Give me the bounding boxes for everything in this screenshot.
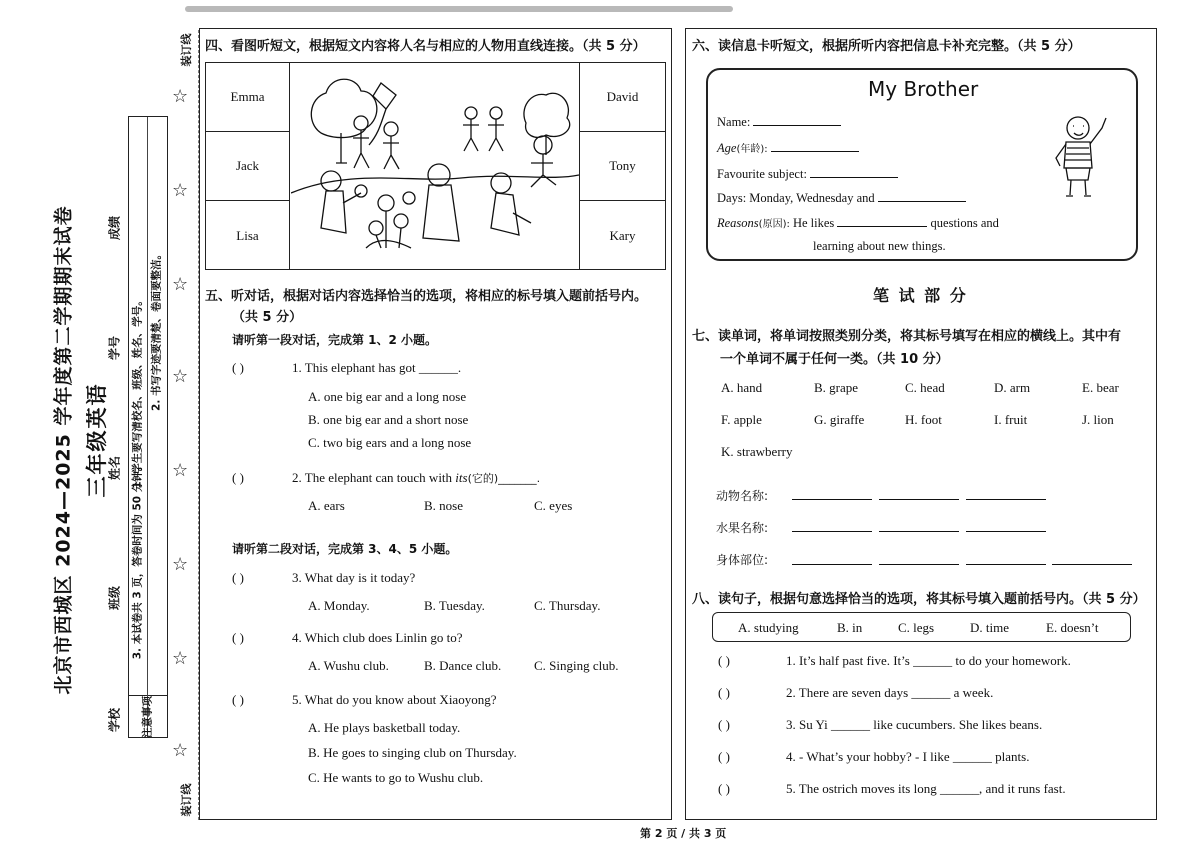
section7-heading-line2: 一个单词不属于任何一类。（共 10 分）	[720, 352, 949, 367]
q2-option-a: A. ears	[308, 498, 345, 513]
category-fruits: 水果名称:	[716, 521, 769, 535]
name-tony: Tony	[580, 132, 665, 201]
written-part-title: 笔 试 部 分	[873, 286, 968, 305]
notes-label: 注意事项	[141, 696, 154, 738]
question-5: 5. What do you know about Xiaoyong?	[292, 692, 497, 707]
s8-question-4: 4. - What’s your hobby? - I like ______ plants.	[786, 749, 1030, 764]
exam-subject-title: 三年级英语	[85, 382, 109, 498]
card-age-label: Age	[717, 141, 737, 155]
binding-label-bottom: 装订线	[180, 783, 193, 817]
q4-option-b: B. Dance club.	[424, 658, 502, 673]
days-blank[interactable]	[878, 190, 966, 202]
star-icon: ☆	[172, 460, 189, 481]
dialog2-instruction: 请听第二段对话，完成第 3、4、5 小题。	[232, 542, 458, 556]
boy-illustration	[1040, 110, 1120, 200]
question-2-tail: (它的)_______.	[467, 472, 541, 485]
body-blank-3[interactable]	[966, 564, 1046, 565]
school-label: 学校	[107, 707, 122, 733]
choice-b: B. in	[837, 620, 863, 635]
q2-option-c: C. eyes	[534, 498, 573, 513]
card-subject-label: Favourite subject:	[717, 167, 807, 181]
card-name-row	[717, 114, 841, 130]
card-reasons-label: Reasons	[717, 216, 759, 230]
answer-paren[interactable]: ( )	[718, 653, 730, 668]
section8-heading: 八、读句子，根据句意选择恰当的选项，将其标号填入题前括号内。（共 5 分）	[692, 592, 1146, 607]
name-blank[interactable]	[753, 114, 841, 126]
fruit-blank-2[interactable]	[879, 531, 959, 532]
answer-paren[interactable]: ( )	[718, 781, 730, 796]
choice-e: E. doesn’t	[1046, 620, 1099, 635]
animal-blank-1[interactable]	[792, 499, 872, 500]
s8-question-5: 5. The ostrich moves its long ______, and it runs fast.	[786, 781, 1066, 796]
word-f: F. apple	[721, 412, 762, 427]
q1-option-a: A. one big ear and a long nose	[308, 389, 467, 404]
card-days-row	[717, 190, 966, 206]
s8-question-2: 2. There are seven days ______ a week.	[786, 685, 994, 700]
matching-table	[205, 62, 666, 270]
question-2-text: 2. The elephant can touch with	[292, 470, 456, 485]
dialog1-instruction: 请听第一段对话，完成第 1、2 小题。	[232, 333, 438, 347]
word-k: K. strawberry	[721, 444, 793, 459]
choice-a: A. studying	[738, 620, 799, 635]
class-label: 班级	[107, 585, 122, 611]
answer-paren[interactable]: ( )	[232, 470, 244, 485]
section7-heading-line1: 七、读单词，将单词按照类别分类，将其标号填写在相应的横线上。其中有	[692, 329, 1122, 344]
subject-blank[interactable]	[810, 166, 898, 178]
word-g: G. giraffe	[814, 412, 865, 427]
scrollbar[interactable]	[185, 6, 733, 12]
age-blank[interactable]	[771, 140, 859, 152]
star-icon: ☆	[172, 648, 189, 669]
park-illustration	[291, 63, 579, 269]
exam-title: 北京市西城区 2024—2025 学年度第二学期期末试卷	[52, 205, 75, 695]
answer-paren[interactable]: ( )	[718, 685, 730, 700]
card-name-label: Name:	[717, 115, 751, 129]
choice-c: C. legs	[898, 620, 935, 635]
word-i: I. fruit	[994, 412, 1028, 427]
s8-question-1: 1. It’s half past five. It’s ______ to do your homework.	[786, 653, 1071, 668]
name-kary: Kary	[609, 227, 636, 243]
question-1: 1. This elephant has got ______.	[292, 360, 462, 375]
card-reasons-text-b: questions and	[930, 216, 999, 230]
card-age-row	[717, 140, 859, 156]
q3-option-b: B. Tuesday.	[424, 598, 485, 613]
score-label: 成绩	[107, 215, 122, 241]
word-e: E. bear	[1082, 380, 1119, 395]
q3-option-a: A. Monday.	[308, 598, 370, 613]
answer-paren[interactable]: ( )	[232, 360, 244, 375]
section5-points: （共 5 分）	[232, 310, 303, 325]
question-2	[292, 470, 540, 486]
body-blank-4[interactable]	[1052, 564, 1132, 565]
note-3: 3. 本试卷共 3 页，答卷时间为 50 分钟。	[131, 460, 144, 660]
question-2-its: its	[455, 470, 468, 485]
body-blank-1[interactable]	[792, 564, 872, 565]
q5-option-a: A. He plays basketball today.	[308, 720, 461, 735]
word-c: C. head	[905, 380, 945, 395]
q1-option-c: C. two big ears and a long nose	[308, 435, 472, 450]
star-icon: ☆	[172, 86, 189, 107]
q4-option-c: C. Singing club.	[534, 658, 619, 673]
fruit-blank-1[interactable]	[792, 531, 872, 532]
card-reasons-row	[717, 215, 999, 231]
word-a: A. hand	[721, 380, 763, 395]
q2-option-b: B. nose	[424, 498, 463, 513]
section4-heading: 四、看图听短文，根据短文内容将人名与相应的人物用直线连接。（共 5 分）	[205, 39, 646, 54]
q5-option-c: C. He wants to go to Wushu club.	[308, 770, 484, 785]
answer-paren[interactable]: ( )	[232, 630, 244, 645]
student-id-label: 学号	[107, 335, 122, 361]
word-j: J. lion	[1082, 412, 1114, 427]
page-footer: 第 2 页 / 共 3 页	[640, 827, 727, 840]
answer-paren[interactable]: ( )	[718, 749, 730, 764]
star-icon: ☆	[172, 180, 189, 201]
section5-heading: 五、听对话，根据对话内容选择恰当的选项，将相应的标号填入题前括号内。	[205, 289, 648, 304]
category-animals: 动物名称:	[716, 489, 769, 503]
fruit-blank-3[interactable]	[966, 531, 1046, 532]
body-blank-2[interactable]	[879, 564, 959, 565]
card-age-cn: (年龄):	[736, 144, 768, 155]
animal-blank-3[interactable]	[966, 499, 1046, 500]
reasons-blank[interactable]	[837, 215, 927, 227]
s8-question-3: 3. Su Yi ______ like cucumbers. She likes beans.	[786, 717, 1043, 732]
animal-blank-2[interactable]	[879, 499, 959, 500]
name-jack: Jack	[206, 132, 289, 201]
question-4: 4. Which club does Linlin go to?	[292, 630, 463, 645]
answer-paren[interactable]: ( )	[718, 717, 730, 732]
star-icon: ☆	[172, 274, 189, 295]
q4-option-a: A. Wushu club.	[308, 658, 389, 673]
note-1: 1. 学生要写清校名、班级、姓名、学号。	[131, 295, 144, 489]
name-lisa: Lisa	[236, 227, 259, 243]
binding-label-top: 装订线	[180, 33, 193, 67]
q3-option-c: C. Thursday.	[534, 598, 601, 613]
word-h: H. foot	[905, 412, 942, 427]
card-reasons-text-a: He likes	[792, 216, 835, 230]
card-days-label: Days: Monday, Wednesday and	[717, 191, 875, 205]
note-2: 2. 书写字迹要清楚、卷面要整洁。	[150, 249, 163, 411]
star-icon: ☆	[172, 366, 189, 387]
answer-paren[interactable]: ( )	[232, 692, 244, 707]
name-emma: Emma	[206, 63, 289, 132]
name-label: 姓名	[107, 455, 122, 481]
name-david: David	[580, 63, 665, 132]
card-reasons-cn: (原因):	[758, 219, 790, 230]
card-reasons-text-c: learning about new things.	[813, 239, 946, 253]
star-icon: ☆	[172, 740, 189, 761]
star-icon: ☆	[172, 554, 189, 575]
card-title: My Brother	[868, 77, 979, 101]
word-d: D. arm	[994, 380, 1031, 395]
word-b: B. grape	[814, 380, 859, 395]
card-subject-row	[717, 166, 898, 182]
answer-paren[interactable]: ( )	[232, 570, 244, 585]
section6-heading: 六、读信息卡听短文，根据所听内容把信息卡补充完整。（共 5 分）	[692, 39, 1081, 54]
q1-option-b: B. one big ear and a short nose	[308, 412, 469, 427]
q5-option-b: B. He goes to singing club on Thursday.	[308, 745, 517, 760]
question-3: 3. What day is it today?	[292, 570, 416, 585]
choice-d: D. time	[970, 620, 1009, 635]
category-body: 身体部位:	[716, 553, 769, 567]
